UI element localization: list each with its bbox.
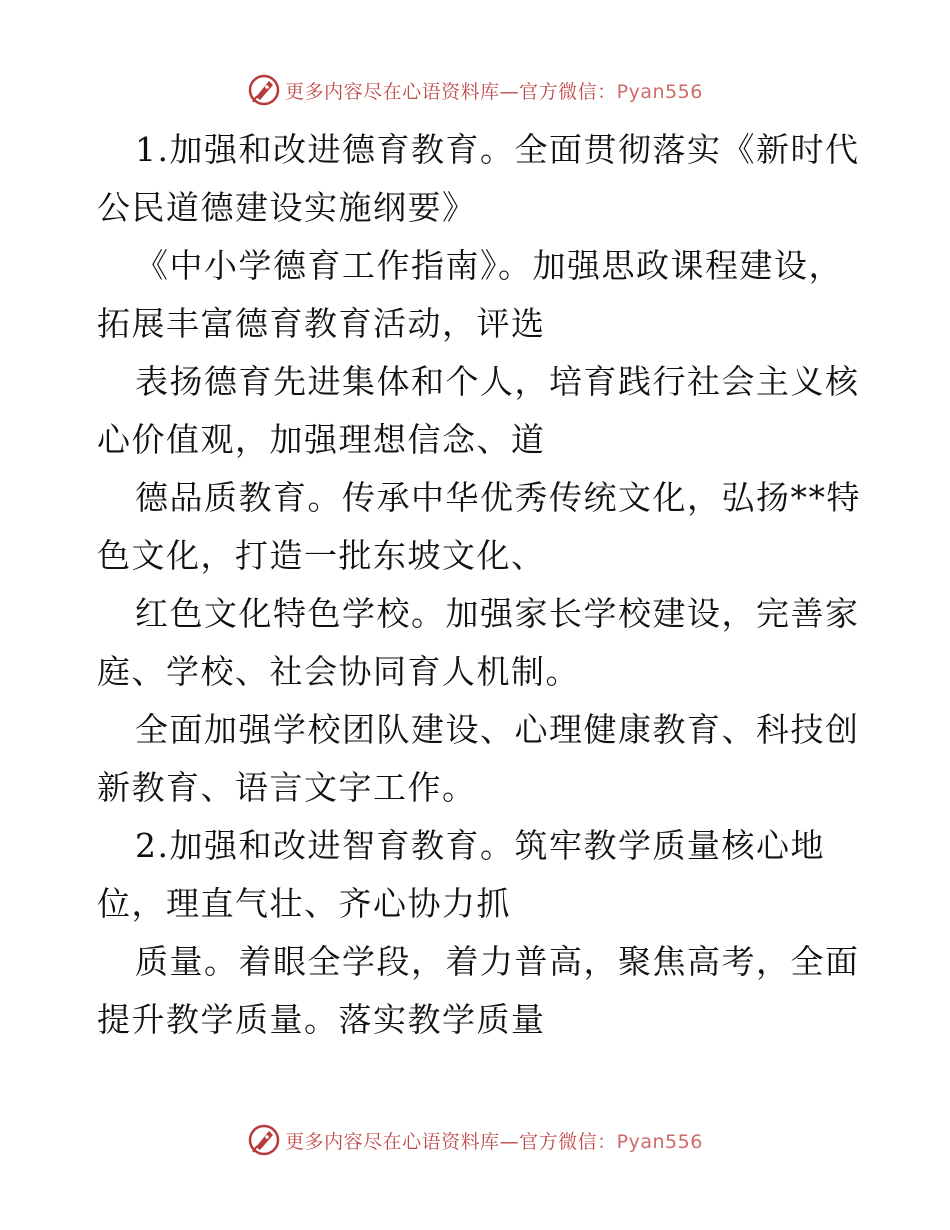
text-line: 红色文化特色学校。加强家长学校建设，完善家 — [135, 594, 860, 633]
text-line: 拓展丰富德育教育活动，评选 — [97, 304, 546, 343]
watermark-id: Pyan556 — [616, 1130, 703, 1153]
text-line: 1.加强和改进德育教育。全面贯彻落实《新时代 — [135, 130, 860, 169]
watermark-text: 更多内容尽在心语资料库—官方微信： — [285, 80, 617, 103]
text-line: 公民道德建设实施纲要》 — [97, 188, 477, 227]
watermark-text: 更多内容尽在心语资料库—官方微信： — [285, 1130, 617, 1153]
text-line: 心价值观，加强理想信念、道 — [97, 420, 546, 459]
text-line: 庭、学校、社会协同育人机制。 — [97, 652, 580, 691]
text-line: 位，理直气壮、齐心协力抓 — [97, 884, 511, 923]
pen-nib-logo-icon — [247, 1123, 281, 1157]
watermark-footer — [0, 1120, 950, 1160]
text-line: 全面加强学校团队建设、心理健康教育、科技创 — [135, 710, 860, 749]
watermark-id: Pyan556 — [616, 80, 703, 103]
text-line: 质量。着眼全学段，着力普高，聚焦高考，全面 — [135, 942, 860, 981]
text-line: 新教育、语言文字工作。 — [97, 768, 477, 807]
document-body — [97, 121, 861, 1049]
text-line: 德品质教育。传承中华优秀传统文化，弘扬**特 — [135, 478, 861, 517]
text-line: 表扬德育先进集体和个人，培育践行社会主义核 — [135, 362, 860, 401]
text-line: 色文化，打造一批东坡文化、 — [97, 536, 546, 575]
text-line: 提升教学质量。落实教学质量 — [97, 1000, 546, 1039]
text-line: 《中小学德育工作指南》。加强思政课程建设， — [135, 246, 843, 285]
watermark-header — [0, 70, 950, 110]
pen-nib-logo-icon — [247, 73, 281, 107]
text-line: 2.加强和改进智育教育。筑牢教学质量核心地 — [135, 826, 825, 865]
